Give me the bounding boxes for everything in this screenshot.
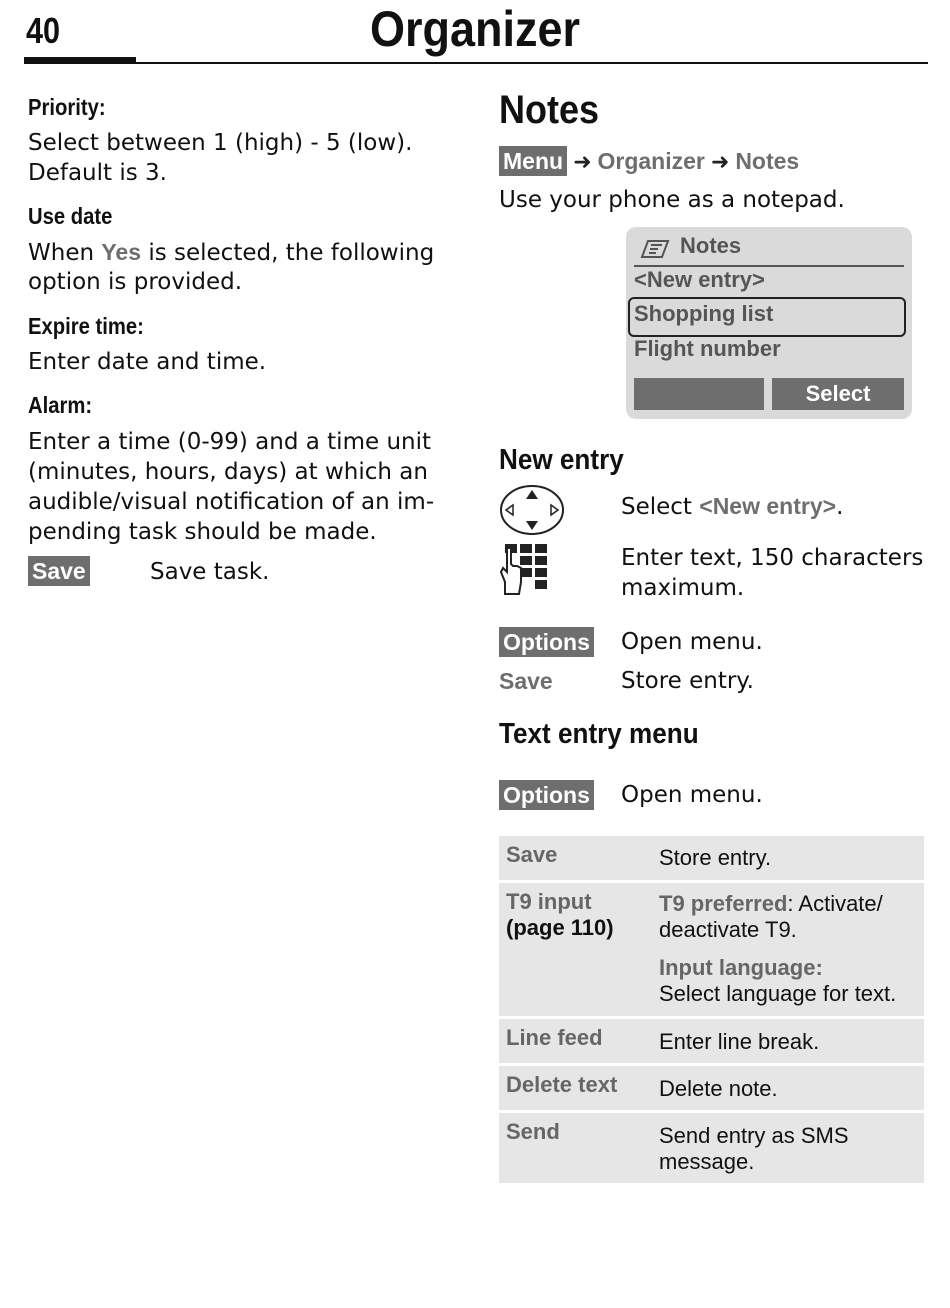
input-language-text: Select language for text. [659,981,897,1006]
keypad-icon [499,542,551,602]
alarm-line-4: pending task should be made. [28,519,377,545]
breadcrumb [499,146,799,176]
save-task-text: Save task. [150,559,270,585]
table-row[interactable] [499,883,924,1016]
options-softkey-label: Options [499,627,594,657]
save-softkey[interactable] [28,556,90,586]
new-entry-step-2-line-1: Enter text, 150 characters [621,545,924,571]
table-row-key: Delete text [506,1072,618,1097]
t9-preferred-option[interactable]: T9 preferred [659,891,788,916]
options-softkey[interactable] [499,627,594,657]
page-number: 40 [26,10,61,51]
expire-time-label: Expire time: [28,313,144,339]
notes-intro: Use your phone as a notepad. [499,187,845,213]
table-row[interactable] [499,1019,924,1063]
breadcrumb-menu[interactable]: Menu [499,146,567,176]
table-row[interactable] [499,1113,924,1183]
notes-heading: Notes [499,88,600,132]
options-softkey-2[interactable] [499,780,594,810]
table-row-value: Delete note. [659,1076,778,1101]
use-date-text [28,237,434,268]
table-row-value [659,891,896,1007]
priority-text-2: Default is 3. [28,160,167,186]
new-entry-heading: New entry [499,444,624,476]
input-language-option[interactable]: Input language: [659,955,823,980]
breadcrumb-arrow-icon: ➜ [710,150,730,175]
save-option-text: Store entry. [621,668,754,694]
alarm-line-1: Enter a time (0-99) and a time unit [28,429,432,455]
t9-input-key: T9 input [506,889,592,914]
text-entry-menu-heading: Text entry menu [499,718,699,750]
phone-display [626,227,912,419]
table-row[interactable] [499,836,924,880]
priority-label: Priority: [28,94,106,120]
table-row-value: Enter line break. [659,1029,820,1054]
phone-title-row [634,231,904,267]
navigation-key-icon [499,484,565,540]
text-entry-menu-table [499,836,924,1186]
table-row-value: Store entry. [659,845,772,870]
alarm-line-2: (minutes, hours, days) at which an [28,459,428,485]
send-text-2: message. [659,1149,755,1174]
new-entry-step-2-line-2: maximum. [621,575,745,601]
breadcrumb-organizer: Organizer [597,148,705,174]
phone-item-flight-number[interactable]: Flight number [634,336,781,361]
step-1-period: . [836,494,844,520]
new-entry-step-1 [621,491,843,522]
use-date-label: Use date [28,203,113,229]
send-text-1: Send entry as SMS [659,1123,849,1148]
breadcrumb-notes: Notes [735,148,800,174]
save-softkey-label: Save [28,556,90,586]
table-row-key: Save [506,842,558,867]
t9-input-page-ref: (page 110) [506,915,614,940]
table-row-key [506,889,614,941]
breadcrumb-arrow-icon: ➜ [573,150,592,175]
phone-left-softkey[interactable] [634,378,764,410]
table-row-value [659,1123,849,1175]
alarm-label: Alarm: [28,392,93,418]
options-text: Open menu. [621,629,763,655]
new-entry-key: <New entry> [699,493,837,519]
save-option[interactable]: Save [499,668,553,694]
options-text-2: Open menu. [621,782,763,808]
expire-time-text: Enter date and time. [28,349,267,375]
table-row-key: Send [506,1119,560,1144]
phone-title: Notes [680,233,742,258]
yes-option: Yes [101,239,142,265]
priority-text-1: Select between 1 (high) - 5 (low). [28,130,413,156]
phone-select-softkey[interactable]: Select [772,378,904,410]
options-softkey-2-label: Options [499,780,594,810]
phone-item-new-entry[interactable]: <New entry> [634,267,765,292]
alarm-line-3: audible/visual notification of an im- [28,489,435,515]
use-date-text-post: is selected, the following [141,240,435,266]
step-1-text: Select [621,494,700,520]
use-date-text-pre: When [28,240,102,266]
page-title: Organizer [369,1,581,57]
table-row[interactable] [499,1066,924,1110]
phone-item-shopping-list[interactable]: Shopping list [634,301,774,326]
header-rule [24,62,928,64]
table-row-key: Line feed [506,1025,603,1050]
t9-preferred-text: : Activate/ [787,891,883,916]
t9-preferred-text-2: deactivate T9. [659,917,797,942]
use-date-text-2: option is provided. [28,269,243,295]
notes-icon [638,237,672,265]
